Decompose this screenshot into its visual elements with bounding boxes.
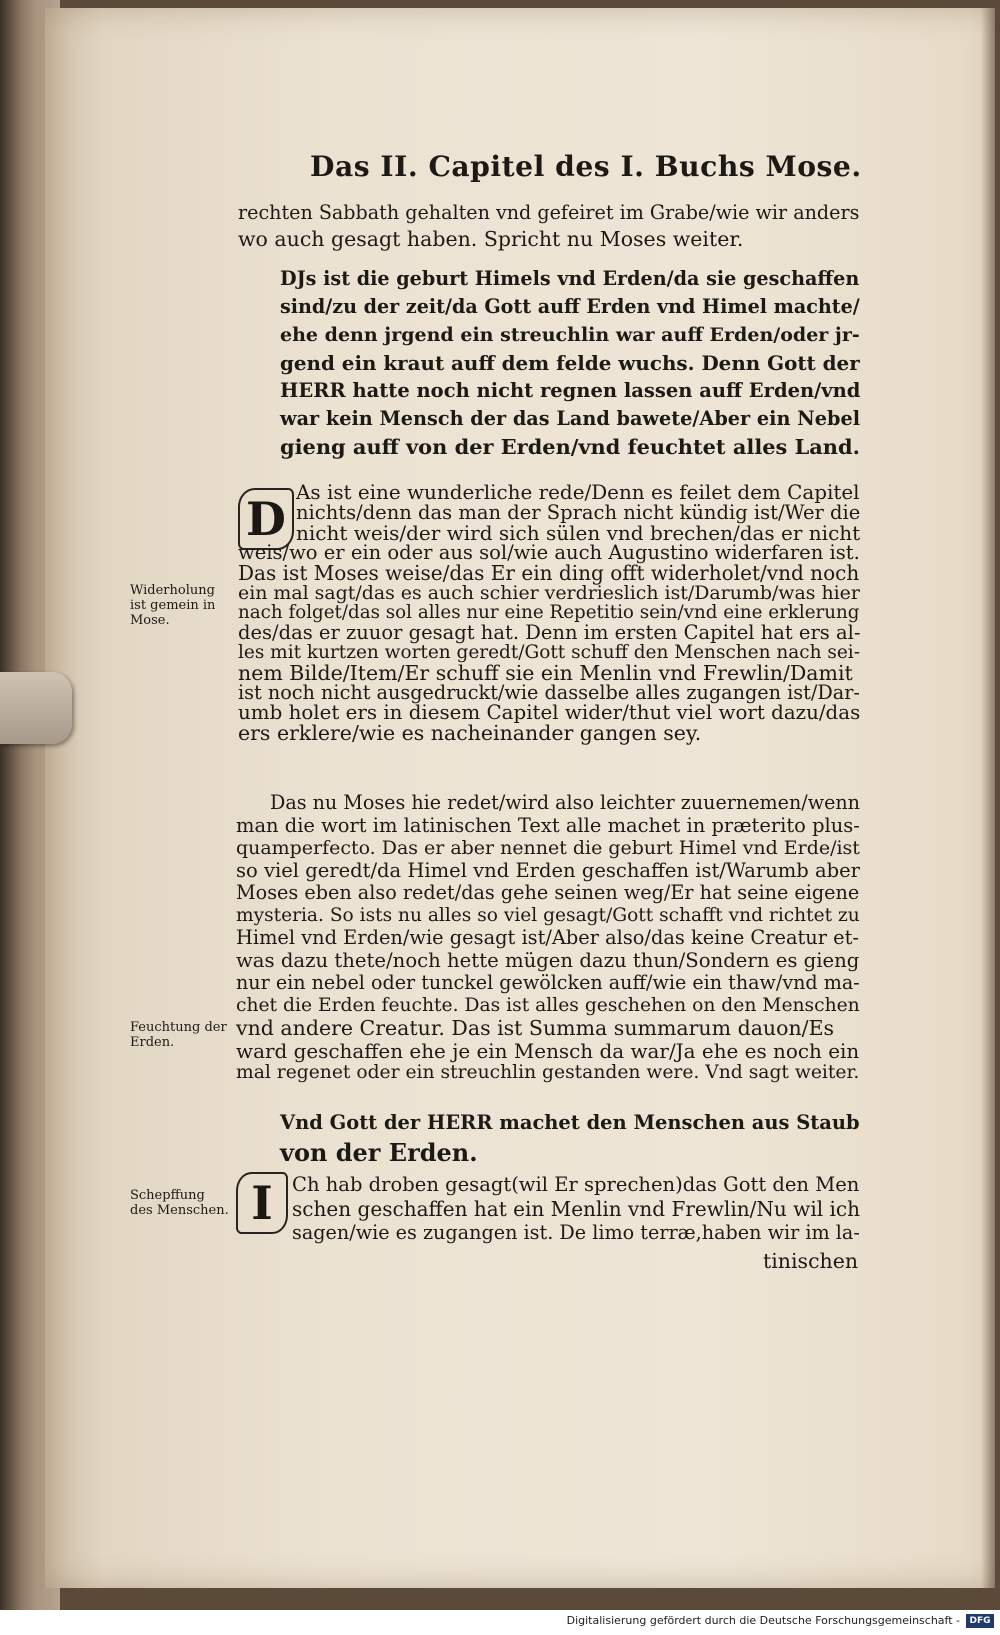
dfg-logo: DFG [966,1614,994,1628]
funding-credit: Digitalisierung gefördert durch die Deutsche Forschungsgemeinschaft - [566,1614,960,1627]
margin-note-line: des Menschen. [130,1203,229,1218]
margin-note-line: Feuchtung der [130,1020,227,1035]
text-line: ein mal sagt/das es auch schier verdrieslich ist/Darumb/was hier [238,582,860,604]
text-line: Das nu Moses hie redet/wird also leichter zuuernemen/wenn [270,791,860,814]
margin-note-schepffung [130,1188,229,1218]
text-line: vnd andere Creatur. Das ist Summa summarum dauon/Es [236,1016,835,1040]
text-line: mal regenet oder ein streuchlin gestanden were. Vnd sagt weiter. [236,1062,860,1083]
catchword: tinischen [763,1249,859,1273]
quote-line: gieng auff von der Erden/vnd feuchtet alles Land. [280,434,860,459]
text-line: rechten Sabbath gehalten vnd gefeiret im Grabe/wie wir anders [238,201,860,224]
text-line: sagen/wie es zugangen ist. De limo terræ,haben wir im la- [292,1221,860,1244]
text-line: nicht weis/der wird sich sülen vnd brechen/das er nicht [296,521,861,545]
text-line: des/das er zuuor gesagt hat. Denn im ersten Capitel hat ers al- [238,621,861,644]
text-line: so viel geredt/da Himel vnd Erden geschaffen ist/Warumb aber [236,858,860,882]
text-line: was dazu thete/noch hette mügen dazu thun/Sondern es gieng [236,948,860,972]
drop-cap-i: I [236,1172,288,1234]
margin-note-widerholung [130,583,215,628]
book-clasp [0,672,72,744]
quote-line: HERR hatte noch nicht regnen lassen auff Erden/vnd [280,379,861,402]
text-line: As ist eine wunderliche rede/Denn es feilet dem Capitel [296,481,860,504]
text-line: weis/wo er ein oder aus sol/wie auch Augustino widerfaren ist. [238,541,860,564]
text-line: nach folget/das sol alles nur eine Repetitio sein/vnd eine erklerung [238,602,860,623]
text-line: chet die Erden feuchte. Das ist alles geschehen on den Menschen [236,994,860,1016]
page-shadow [981,8,995,1588]
text-line: Das ist Moses weise/das Er ein ding offt widerholet/vnd noch [238,561,860,585]
text-line: Ch hab droben gesagt(wil Er sprechen)das Gott den Men [292,1173,860,1196]
text-line: ers erklere/wie es nacheinander gangen sey. [238,721,702,745]
text-line: Himel vnd Erden/wie gesagt ist/Aber also/das keine Creatur et- [236,926,859,949]
text-line: wo auch gesagt haben. Spricht nu Moses weiter. [238,227,744,251]
text-line: man die wort im latinischen Text alle machet in præterito plus- [236,813,860,837]
margin-note-line: Widerholung [130,583,215,598]
text-line: Moses eben also redet/das gehe seinen weg/Er hat seine eigene [236,881,860,904]
text-line: nur ein nebel oder tunckel gewölcken auff/wie ein thaw/vnd ma- [236,971,860,994]
text-line: mysteria. So ists nu alles so viel gesagt/Gott schafft vnd richtet zu [236,904,860,926]
footer-bar [0,1610,1000,1635]
chapter-heading: Das II. Capitel des I. Buchs Mose. [310,150,862,183]
margin-note-line: Mose. [130,613,170,628]
quote-line: gend ein kraut auff dem felde wuchs. Denn Gott der [280,351,860,375]
margin-note-line: Schepffung [130,1188,205,1203]
text-line: quamperfecto. Das er aber nennet die geburt Himel vnd Erde/ist [236,837,860,859]
margin-note-line: Erden. [130,1035,175,1050]
quote-line: ehe denn jrgend ein streuchlin war auff Erden/oder jr- [280,324,860,346]
text-line: nichts/denn das man der Sprach nicht kündig ist/Wer die [296,501,861,524]
text-line: les mit kurtzen worten geredt/Gott schuff den Menschen nach sei- [238,642,860,663]
text-line: ist noch nicht ausgedruckt/wie dasselbe alles zugangen ist/Dar- [238,681,860,704]
margin-note-line: ist gemein in [130,598,216,613]
quote-line: war kein Mensch der das Land bawete/Aber ein Nebel [280,407,861,430]
text-line: schen geschaffen hat ein Menlin vnd Frewlin/Nu wil ich [292,1197,861,1221]
quote-line: DJs ist die geburt Himels vnd Erden/da sie geschaffen [280,267,860,290]
text-line: nem Bilde/Item/Er schuff sie ein Menlin vnd Frewlin/Damit [238,661,853,685]
text-line: ward geschaffen ehe je ein Mensch da war/Ja ehe es noch ein [236,1038,860,1063]
drop-cap-d: D [238,488,294,550]
quote-line: Vnd Gott der HERR machet den Menschen aus Staub [280,1111,860,1134]
margin-note-feuchtung [130,1020,227,1050]
quote-line: von der Erden. [280,1138,478,1167]
quote-line: sind/zu der zeit/da Gott auff Erden vnd Himel machte/ [280,295,860,318]
text-line: umb holet ers in diesem Capitel wider/thut viel wort dazu/das [238,701,861,724]
